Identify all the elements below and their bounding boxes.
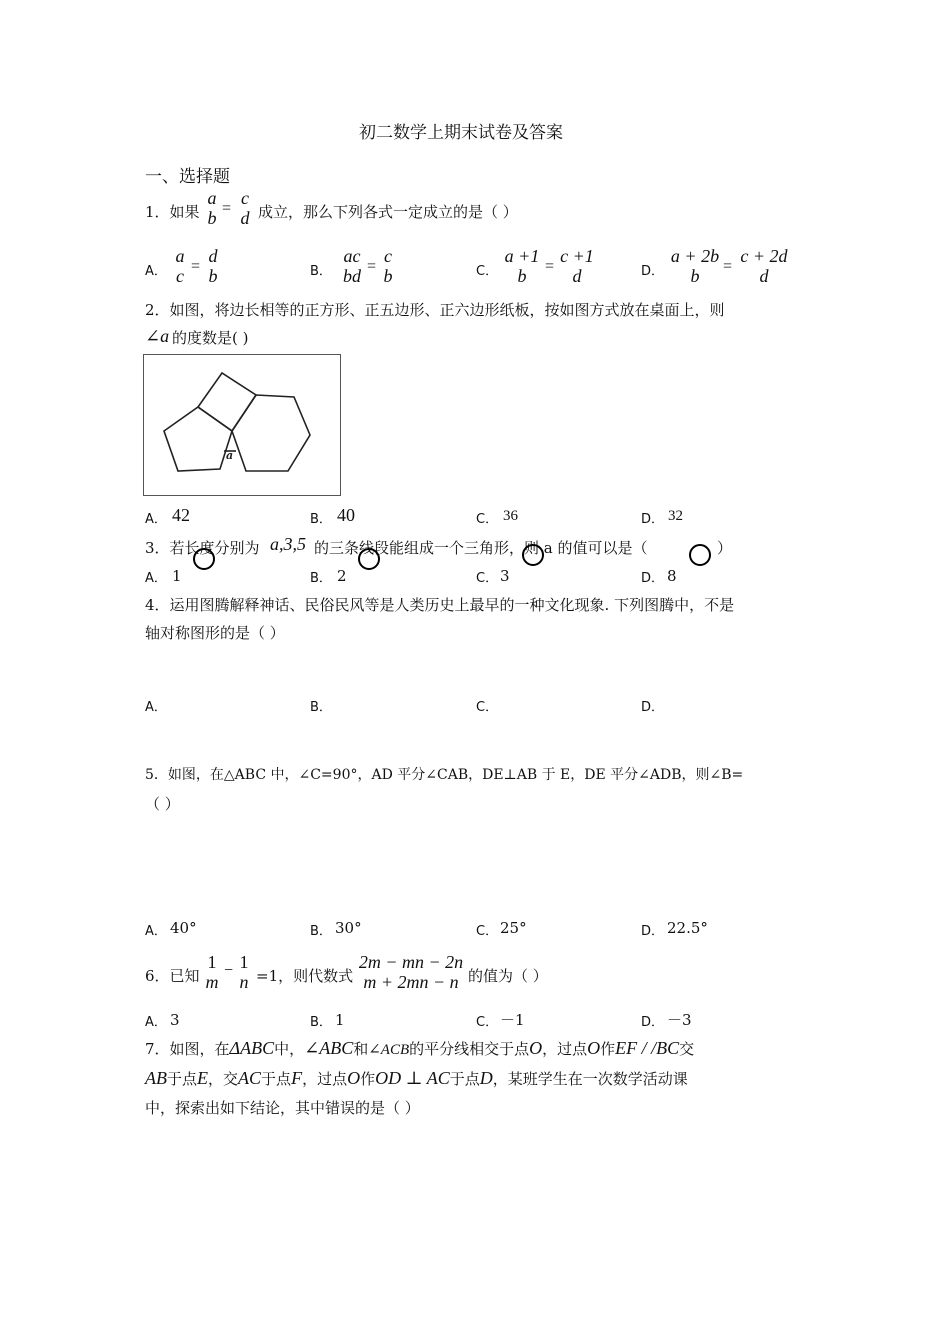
q6-mid: =1，则代数式	[256, 967, 354, 985]
q4-line2: 轴对称图形的是（ ）	[145, 624, 285, 642]
q3-head: 3．若长度分别为	[145, 539, 260, 557]
q4-option-a-label[interactable]: A．	[145, 700, 167, 715]
pentagon-shape	[164, 407, 232, 471]
q5-option-c-label[interactable]: C．	[476, 924, 499, 939]
circle-mark-icon	[522, 544, 544, 566]
q5-option-d-label[interactable]: D．	[641, 924, 665, 939]
denominator: b	[208, 266, 218, 286]
numerator: a	[175, 246, 185, 266]
q7-line2	[145, 1068, 688, 1089]
numerator: 1	[239, 952, 249, 972]
angle-label: a	[226, 449, 234, 462]
equals-sign: =	[367, 258, 377, 275]
numerator: c + 2d	[740, 246, 788, 266]
polygons-diagram	[144, 355, 340, 495]
numerator: c	[384, 246, 392, 266]
q1-option-d-label[interactable]: D．	[641, 264, 665, 279]
denominator: n	[239, 972, 249, 992]
q2-option-c-label[interactable]: C．	[476, 512, 499, 527]
q3-tail: 的三条线段能组成一个三角形，则 a 的值可以是（	[314, 539, 648, 557]
q6-tail: 的值为（ ）	[468, 967, 548, 985]
text: 于点	[167, 1070, 198, 1088]
q2-option-a-value: 42	[172, 505, 190, 525]
equals-sign: =	[222, 200, 232, 217]
q5-option-a-label[interactable]: A．	[145, 924, 167, 939]
q4-option-b-label[interactable]: B．	[310, 700, 332, 715]
q1-option-c-right	[556, 246, 598, 286]
hexagon-shape	[232, 395, 310, 471]
q1-option-a-right	[202, 246, 224, 286]
q5-option-b-label[interactable]: B．	[310, 924, 332, 939]
point-f: F	[291, 1068, 303, 1088]
page-title: 初二数学上期末试卷及答案	[359, 123, 563, 143]
denominator: m	[205, 972, 219, 992]
q6-option-a-label[interactable]: A．	[145, 1015, 167, 1030]
q6-fraction-2	[236, 952, 252, 992]
triangle-symbol: ΔABC	[229, 1038, 275, 1058]
numerator: a + 2b	[670, 246, 720, 266]
q1-option-d-left	[668, 246, 722, 286]
numerator: 1	[207, 952, 217, 972]
q2-option-b-label[interactable]: B．	[310, 512, 332, 527]
text: 作	[360, 1070, 376, 1088]
q1-option-b-left	[337, 246, 367, 286]
ef-parallel-bc: EF / /BC	[615, 1038, 680, 1058]
minus-sign: −	[224, 962, 234, 979]
denominator: m + 2mn − n	[363, 972, 459, 992]
text: 的平分线相交于点	[409, 1040, 530, 1058]
q2-option-d-label[interactable]: D．	[641, 512, 665, 527]
q6-option-c-label[interactable]: C．	[476, 1015, 499, 1030]
q1-option-b-right	[378, 246, 398, 286]
circle-mark-icon	[689, 544, 711, 566]
text: 交	[679, 1040, 695, 1058]
denominator: bd	[343, 266, 361, 286]
equals-sign: =	[191, 258, 201, 275]
q4-option-c-label[interactable]: C．	[476, 700, 499, 715]
q3-option-d-value: 8	[667, 567, 677, 585]
q1-tail: 成立，那么下列各式一定成立的是（ ）	[258, 203, 518, 221]
circle-mark-icon	[193, 548, 215, 570]
denominator: d	[572, 266, 582, 286]
q7-line3: 中，探索出如下结论，其中错误的是（ ）	[145, 1099, 420, 1117]
angle-acb: ∠ACB	[368, 1042, 410, 1058]
denominator: d	[759, 266, 769, 286]
numerator: ac	[343, 246, 361, 266]
q2-angle: ∠a	[145, 326, 170, 346]
q3-option-a-value: 1	[172, 567, 182, 585]
numerator: a +1	[504, 246, 540, 266]
circle-mark-icon	[358, 548, 380, 570]
segment-ab: AB	[145, 1068, 167, 1088]
q3-option-a-label[interactable]: A．	[145, 571, 167, 586]
denominator: b	[690, 266, 700, 286]
denominator: b	[517, 266, 527, 286]
text: 作	[600, 1040, 616, 1058]
q1-cond-left-fraction	[203, 188, 221, 228]
numerator: 2m − mn − 2n	[358, 952, 464, 972]
text: 中，	[274, 1040, 305, 1058]
q1-option-a-label[interactable]: A．	[145, 264, 167, 279]
square-shape	[198, 373, 256, 431]
denominator: b	[207, 208, 217, 228]
q1-option-a-left	[168, 246, 192, 286]
point-e: E	[197, 1068, 209, 1088]
q1-number: 1．如果	[145, 203, 200, 221]
q7-line1	[145, 1038, 694, 1060]
q2-option-b-value: 40	[337, 505, 355, 525]
q3-values: a,3,5	[270, 534, 306, 554]
denominator: b	[383, 266, 393, 286]
q6-option-b-label[interactable]: B．	[310, 1015, 332, 1030]
q6-option-b-value: 1	[335, 1011, 345, 1029]
q2-option-a-label[interactable]: A．	[145, 512, 167, 527]
q1-option-c-left	[500, 246, 544, 286]
q6-option-a-value: 3	[170, 1011, 180, 1029]
q2-figure	[143, 354, 341, 496]
q1-option-c-label[interactable]: C．	[476, 264, 499, 279]
text: 于点	[261, 1070, 292, 1088]
q6-option-d-value: －3	[667, 1011, 692, 1029]
numerator: c +1	[560, 246, 594, 266]
point-o: O	[347, 1068, 361, 1088]
q3-option-b-label[interactable]: B．	[310, 571, 332, 586]
q6-fraction-1	[203, 952, 221, 992]
q1-option-b-label[interactable]: B．	[310, 264, 332, 279]
q2-option-c-value: 36	[503, 508, 518, 524]
numerator: a	[207, 188, 217, 208]
text: 于点	[449, 1070, 480, 1088]
q6-option-d-label[interactable]: D．	[641, 1015, 665, 1030]
numerator: c	[241, 188, 249, 208]
q4-option-d-label[interactable]: D．	[641, 700, 665, 715]
text: ，交	[208, 1070, 239, 1088]
numerator: d	[208, 246, 218, 266]
q3-option-d-label[interactable]: D．	[641, 571, 665, 586]
q6-head: 6．已知	[145, 967, 200, 985]
point-o: O	[529, 1038, 543, 1058]
segment-ac: AC	[238, 1068, 262, 1088]
denominator: d	[240, 208, 250, 228]
q5-line2: （ ）	[145, 795, 180, 813]
q3-option-c-label[interactable]: C．	[476, 571, 499, 586]
q3-close: ）	[717, 539, 733, 557]
q3-option-b-value: 2	[337, 567, 347, 585]
q4-line1: 4．运用图腾解释神话、民俗民风等是人类历史上最早的一种文化现象. 下列图腾中，不是	[145, 596, 735, 614]
q1-cond-right-fraction	[236, 188, 254, 228]
od-perp-ac: OD ⊥ AC	[375, 1068, 450, 1088]
text: 和	[353, 1040, 369, 1058]
q1-option-d-right	[736, 246, 792, 286]
q5-option-c-value: 25°	[500, 919, 527, 937]
section-heading: 一、选择题	[145, 167, 230, 187]
text: ，过点	[302, 1070, 348, 1088]
q5-line1: 5．如图，在△ABC 中，∠C=90°，AD 平分∠CAB，DE⊥AB 于 E，DE 平分∠ADB，则∠B=	[145, 767, 744, 783]
q2-line2-tail: 的度数是( )	[172, 329, 249, 347]
equals-sign: =	[723, 258, 733, 275]
text: ，某班学生在一次数学活动课	[492, 1070, 688, 1088]
q2-line1: 2．如图，将边长相等的正方形、正五边形、正六边形纸板，按如图方式放在桌面上，则	[145, 301, 725, 319]
denominator: c	[176, 266, 184, 286]
text: ，过点	[542, 1040, 588, 1058]
equals-sign: =	[545, 258, 555, 275]
q6-option-c-value: －1	[500, 1011, 525, 1029]
q5-option-b-value: 30°	[335, 919, 362, 937]
q5-option-a-value: 40°	[170, 919, 197, 937]
text: 7．如图，在	[145, 1040, 230, 1058]
q2-option-d-value: 32	[668, 508, 683, 524]
q6-fraction-3	[356, 952, 466, 992]
point-d: D	[479, 1068, 493, 1088]
point-o: O	[587, 1038, 601, 1058]
angle-abc: ∠ABC	[304, 1038, 354, 1058]
q5-option-d-value: 22.5°	[667, 919, 708, 937]
q3-option-c-value: 3	[500, 567, 510, 585]
